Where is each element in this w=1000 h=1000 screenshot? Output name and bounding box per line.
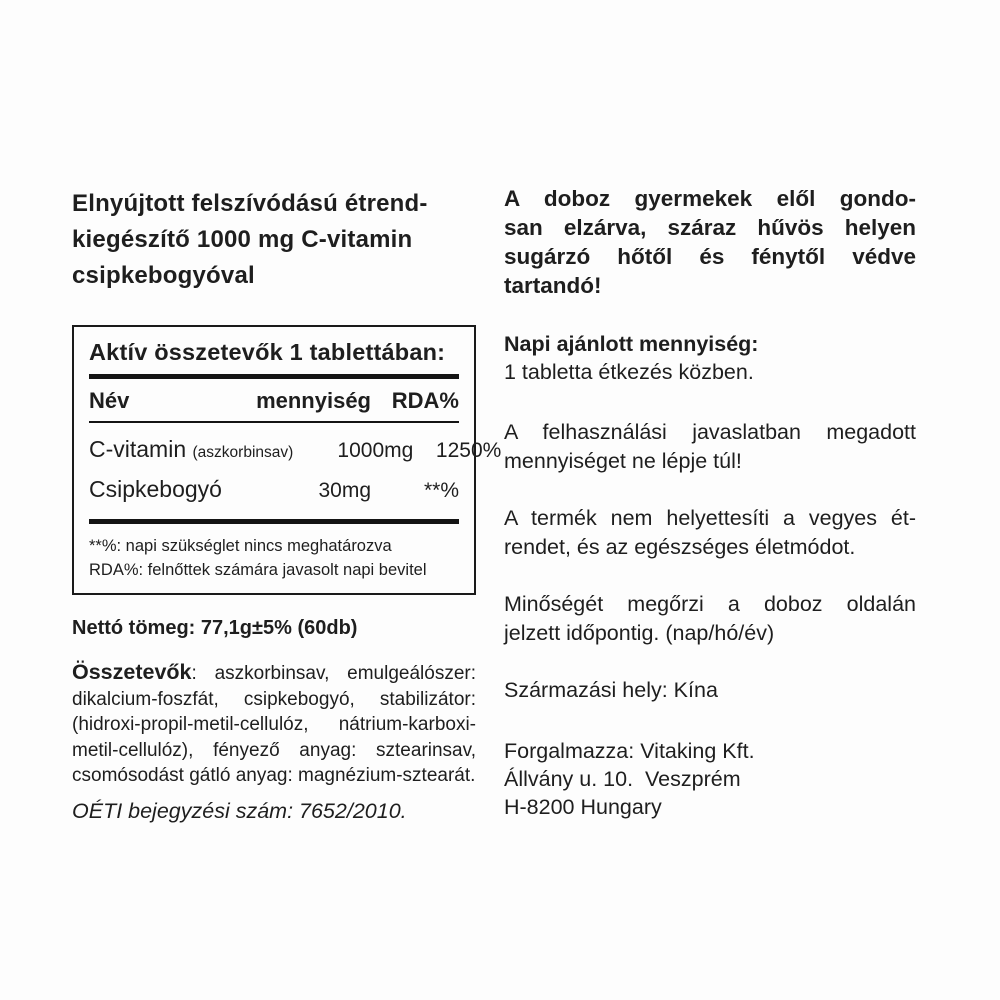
ingredient-name: Csipkebogyó (89, 476, 222, 502)
column-header-rda: RDA% (391, 388, 459, 413)
ingredients-line: csomósodást gátló anyag: magnézium-sztearát. (72, 765, 476, 786)
table-row (89, 431, 502, 471)
net-weight: Nettó tömeg: 77,1g±5% (60db) (72, 617, 358, 639)
dosage-title: Napi ajánlott mennyiség: (504, 332, 759, 356)
distributor-line: Forgalmazza: Vitaking Kft. (504, 739, 755, 763)
origin: Származási hely: Kína (504, 678, 718, 702)
table-row (89, 471, 459, 511)
storage-line: san elzárva, száraz hűvös helyen (504, 215, 916, 240)
product-title-line: Elnyújtott felszívódású étrend- (72, 190, 428, 217)
ingredients-line: dikalcium-foszfát, csipkebogyó, stabilizátor: (72, 688, 476, 710)
quality-note-line: Minőségét megőrzi a doboz oldalán (504, 592, 916, 616)
product-title-line: kiegészítő 1000 mg C-vitamin (72, 226, 413, 253)
table-footnote: **%: napi szükséglet nincs meghatározva (89, 537, 392, 555)
distributor-line: H-8200 Hungary (504, 795, 662, 819)
distributor (504, 737, 916, 821)
diet-note (504, 504, 916, 562)
diet-note-line: A termék nem helyettesíti a vegyes ét- (504, 506, 916, 530)
storage-warning (504, 184, 916, 300)
ingredient-amount: 1000mg (337, 439, 414, 462)
column-header-name: Név (89, 388, 130, 413)
left-column (72, 186, 502, 824)
storage-line: sugárzó hőtől és fénytől védve (504, 244, 916, 269)
storage-line: tartandó! (504, 273, 602, 298)
usage-warning-line: mennyiséget ne lépje túl! (504, 449, 742, 473)
ingredients-label: Összetevők (72, 660, 192, 684)
ingredient-rda: 1250% (435, 439, 502, 462)
product-title (72, 186, 476, 294)
usage-warning (504, 418, 916, 476)
right-column (504, 184, 916, 821)
column-header-amount: mennyiség (256, 388, 371, 413)
ingredient-note: (aszkorbinsav) (192, 444, 294, 461)
ingredient-amount: 30mg (318, 479, 371, 502)
ingredients-paragraph (72, 660, 476, 789)
table-footnote: RDA%: felnőttek számára javasolt napi bevitel (89, 561, 427, 579)
quality-note-line: jelzett időpontig. (nap/hó/év) (504, 621, 775, 645)
thin-divider (89, 421, 459, 423)
thick-divider (89, 374, 459, 379)
active-ingredients-table (72, 325, 502, 595)
diet-note-line: rendet, és az egészséges életmódot. (504, 535, 856, 559)
ingredients-line: (hidroxi-propil-metil-cellulóz, nátrium-karboxi- (72, 714, 476, 735)
table-header-row (89, 388, 459, 414)
dosage-section (504, 330, 916, 386)
registration-number: OÉTI bejegyzési szám: 7652/2010. (72, 798, 407, 823)
ingredients-line: Összetevők: aszkorbinsav, emulgeálószer: (72, 660, 476, 684)
quality-note (504, 590, 916, 648)
ingredient-name: C-vitamin (aszkorbinsav) (89, 436, 294, 462)
dosage-text: 1 tabletta étkezés közben. (504, 360, 754, 384)
ingredient-rda: **% (423, 479, 459, 502)
product-title-line: csipkebogyóval (72, 262, 255, 289)
thick-divider (89, 519, 459, 524)
storage-line: A doboz gyermekek elől gondo- (504, 186, 916, 211)
table-title: Aktív összetevők 1 tablettában: (89, 339, 446, 365)
ingredients-line: metil-cellulóz), fényező anyag: sztearinsav, (72, 739, 476, 761)
usage-warning-line: A felhasználási javaslatban megadott (504, 420, 916, 444)
distributor-line: Állvány u. 10. Veszprém (504, 767, 741, 791)
